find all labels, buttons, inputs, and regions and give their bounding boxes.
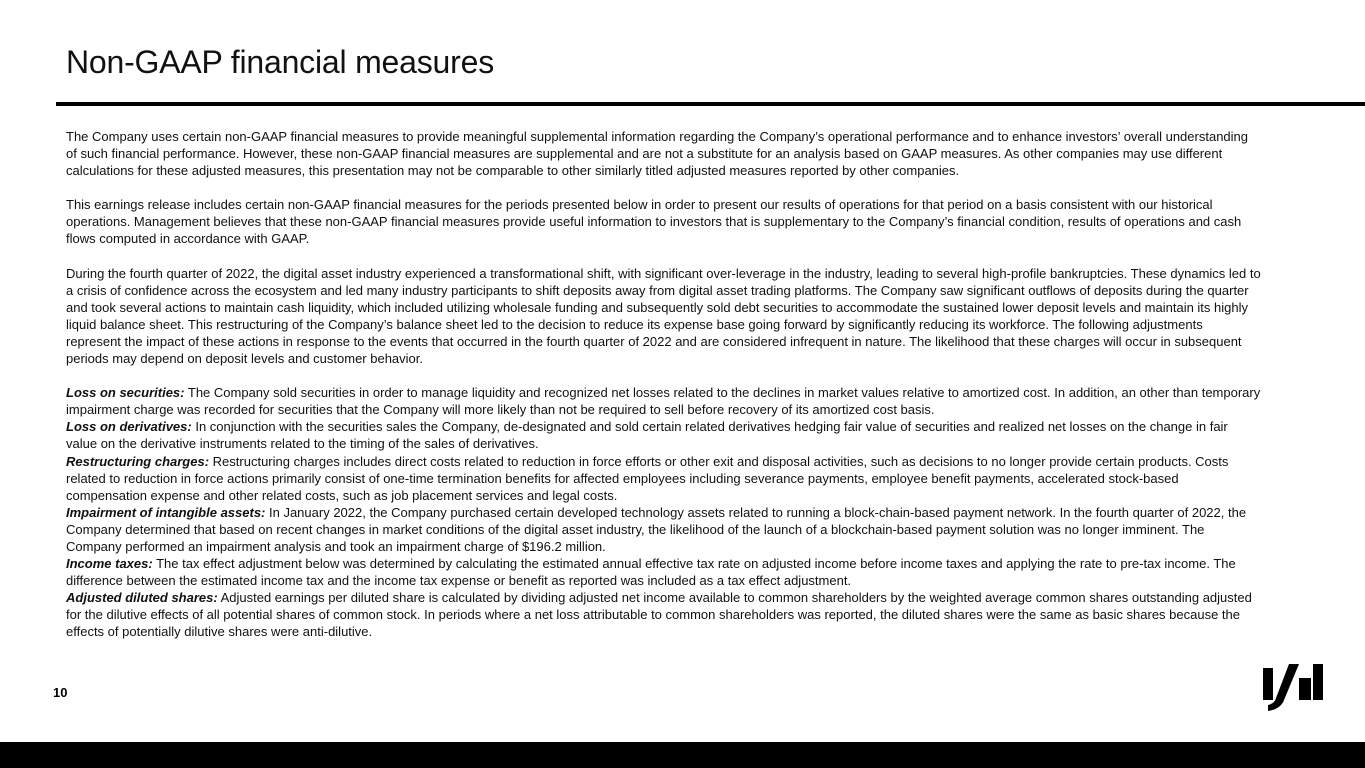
body-text <box>66 128 1261 641</box>
definition-adjusted-diluted-shares <box>66 589 1261 640</box>
definition-term: Restructuring charges: <box>66 453 210 469</box>
title-divider <box>56 102 1365 106</box>
definition-income-taxes <box>66 555 1261 589</box>
definition-text: In conjunction with the securities sales the Company, de-designated and sold certain related derivatives hedging fair value of securities and realized net losses on the change in fair value on the derivative instruments related to the timing of the sales of derivatives. <box>66 419 1228 452</box>
definition-loss-on-derivatives <box>66 418 1261 452</box>
definition-term: Adjusted diluted shares: <box>66 590 218 606</box>
footer-bar <box>0 742 1365 768</box>
definition-term: Loss on derivatives: <box>66 419 192 435</box>
page-title: Non-GAAP financial measures <box>66 44 494 80</box>
intro-paragraph: The Company uses certain non-GAAP financial measures to provide meaningful supplemental information regarding the Company’s operational performance and to enhance investors’ overall understanding of such financial performance. However, these non-GAAP financial measures are supplemental and are not a substitute for an analysis based on GAAP measures. As other companies may use different calculations for these adjusted measures, this presentation may not be comparable to other similarly titled adjusted measures reported by other companies. <box>66 129 1248 179</box>
logo-left-bar <box>1263 668 1273 700</box>
q4-context-paragraph: During the fourth quarter of 2022, the digital asset industry experienced a transformational shift, with significant over-leverage in the industry, leading to several high-profile bankruptcies. These dynamics led to a crisis of confidence across the ecosystem and led many industry participants to shift deposits away from digital asset trading platforms. The Company saw significant outflows of deposits during the quarter and took several actions to maintain cash liquidity, which included utilizing wholesale funding and subsequently sold debt securities to accommodate the sustained lower deposit levels and maintain its highly liquid balance sheet. This restructuring of the Company’s balance sheet led to the decision to reduce its expense base going forward by significantly reducing its workforce. The following adjustments represent the impact of these actions in response to the events that occurred in the fourth quarter of 2022 and are considered infrequent in nature. The likelihood that these charges will occur in subsequent periods may depend on deposit levels and customer behavior. <box>66 265 1261 367</box>
definition-term: Impairment of intangible assets: <box>66 504 266 520</box>
definition-loss-on-securities <box>66 384 1261 418</box>
logo-mid-block <box>1299 678 1311 700</box>
definition-term: Income taxes: <box>66 556 153 572</box>
definition-text: In January 2022, the Company purchased certain developed technology assets related to running a block-chain-based payment network. In the fourth quarter of 2022, the Company determined that based on recent changes in market conditions of the digital asset industry, the likelihood of the launch of a blockchain-based payment solution was no longer imminent. The Company performed an impairment analysis and took an impairment charge of $196.2 million. <box>66 504 1247 554</box>
definition-text: Adjusted earnings per diluted share is calculated by dividing adjusted net income available to common shareholders by the weighted average common shares outstanding adjusted for the dilutive effects of all potential shares of common stock. In periods where a net loss attributable to common shareholders was reported, the diluted shares were the same as basic shares because the effects of potentially dilutive shares were anti-dilutive. <box>66 590 1252 640</box>
definition-term: Loss on securities: <box>66 385 185 401</box>
definition-text: The Company sold securities in order to manage liquidity and recognized net losses related to the declines in market values relative to amortized cost. In addition, an other than temporary impairment charge was recorded for securities that the Company will more likely than not be required to sell before recovery of its amortized cost basis. <box>66 385 1261 418</box>
page-number: 10 <box>53 685 68 700</box>
earnings-release-paragraph: This earnings release includes certain non-GAAP financial measures for the periods presented below in order to present our results of operations for that period on a basis consistent with our historical operations. Management believes that these non-GAAP financial measures provide useful information to investors that is supplementary to the Company’s financial condition, results of operations and cash flows computed in accordance with GAAP. <box>66 197 1242 247</box>
logo-right-bar <box>1313 664 1323 700</box>
definition-text: The tax effect adjustment below was determined by calculating the estimated annual effective tax rate on adjusted income before income taxes and applying the rate to pre-tax income. The difference between the estimated income tax and the income tax expense or benefit as reported was included as a tax effect adjustment. <box>66 556 1236 589</box>
definition-restructuring-charges <box>66 453 1261 504</box>
definition-text: Restructuring charges includes direct costs related to reduction in force efforts or other exit and disposal activities, such as decisions to no longer provide certain products. Costs related to reduction in force actions primarily consist of one-time termination benefits for affected employees including severance payments, employee benefit payments, accelerated stock-based compensation expense and other related costs, such as job placement services and legal costs. <box>66 453 1229 503</box>
silvergate-logo-icon <box>1262 662 1324 712</box>
definition-impairment-of-intangible-assets <box>66 504 1261 555</box>
